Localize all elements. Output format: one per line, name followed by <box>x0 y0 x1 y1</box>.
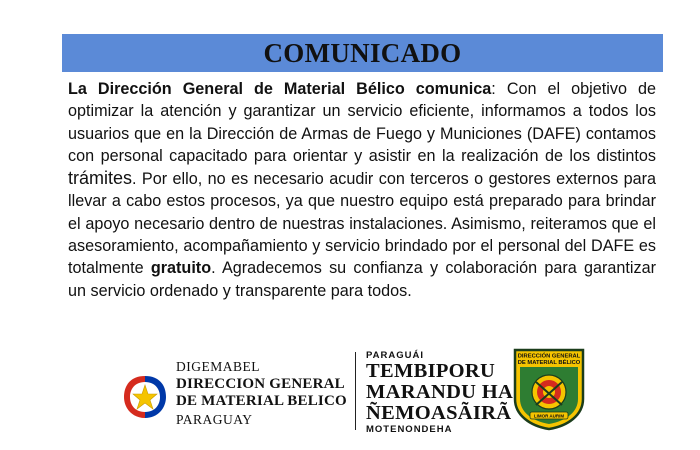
header-banner <box>62 34 663 72</box>
body-part-3: . Agradecemos su confianza y colaboración para garantizar un servicio ordenado y transparente para todos. <box>68 259 656 300</box>
org2-line2: MARANDU HA <box>366 381 514 403</box>
announcement-body <box>68 78 656 302</box>
org2-bottom: MOTENONDEHA <box>366 424 453 435</box>
org-digemabel <box>176 358 347 428</box>
body-part-2: . Por ello, no es necesario acudir con terceros o gestores externos para llevar a cabo estos procesos, ya que nuestro equipo está preparado para brindar el apoyo necesario dentro de nuestras instalaciones. Asimismo, reiteramos que el asesoramiento, acompañamiento y servicio brindado por el personal del DAFE es totalmente <box>68 170 656 278</box>
org-guarani-name <box>366 350 513 435</box>
org2-line3: ÑEMOASÃIRÃ <box>366 402 512 424</box>
page-title: COMUNICADO <box>263 37 462 68</box>
org2-top: PARAGUÁI <box>366 350 424 361</box>
org1-name-line2: DE MATERIAL BELICO <box>176 393 347 409</box>
footer-divider <box>355 352 356 430</box>
org1-acronym: DIGEMABEL <box>176 359 260 374</box>
body-part-1: : Con el objetivo de optimizar la atención y garantizar un servicio eficiente, informamos a todos los usuarios que en la Dirección de Armas de Fuego y Municiones (DAFE) contamos con personal capacitado para orientar y asistir en la realización de los distintos <box>68 80 656 165</box>
material-belico-emblem-icon <box>512 347 586 431</box>
gratuito-word: gratuito <box>150 259 212 278</box>
lead-text: La Dirección General de Material Bélico comunica <box>68 80 492 98</box>
org1-name-line1: DIRECCION GENERAL <box>176 375 345 392</box>
org2-line1: TEMBIPORU <box>366 360 496 382</box>
tramites-word: trámites <box>68 168 133 189</box>
org1-country: PARAGUAY <box>176 411 253 427</box>
emblem-motto: LIMOR AURIM <box>533 413 565 419</box>
digemabel-shield-icon <box>120 372 170 422</box>
emblem-top-text: DIRECCIÓN GENERAL <box>517 353 581 360</box>
emblem-sub-text: DE MATERIAL BÉLICO <box>517 360 581 366</box>
